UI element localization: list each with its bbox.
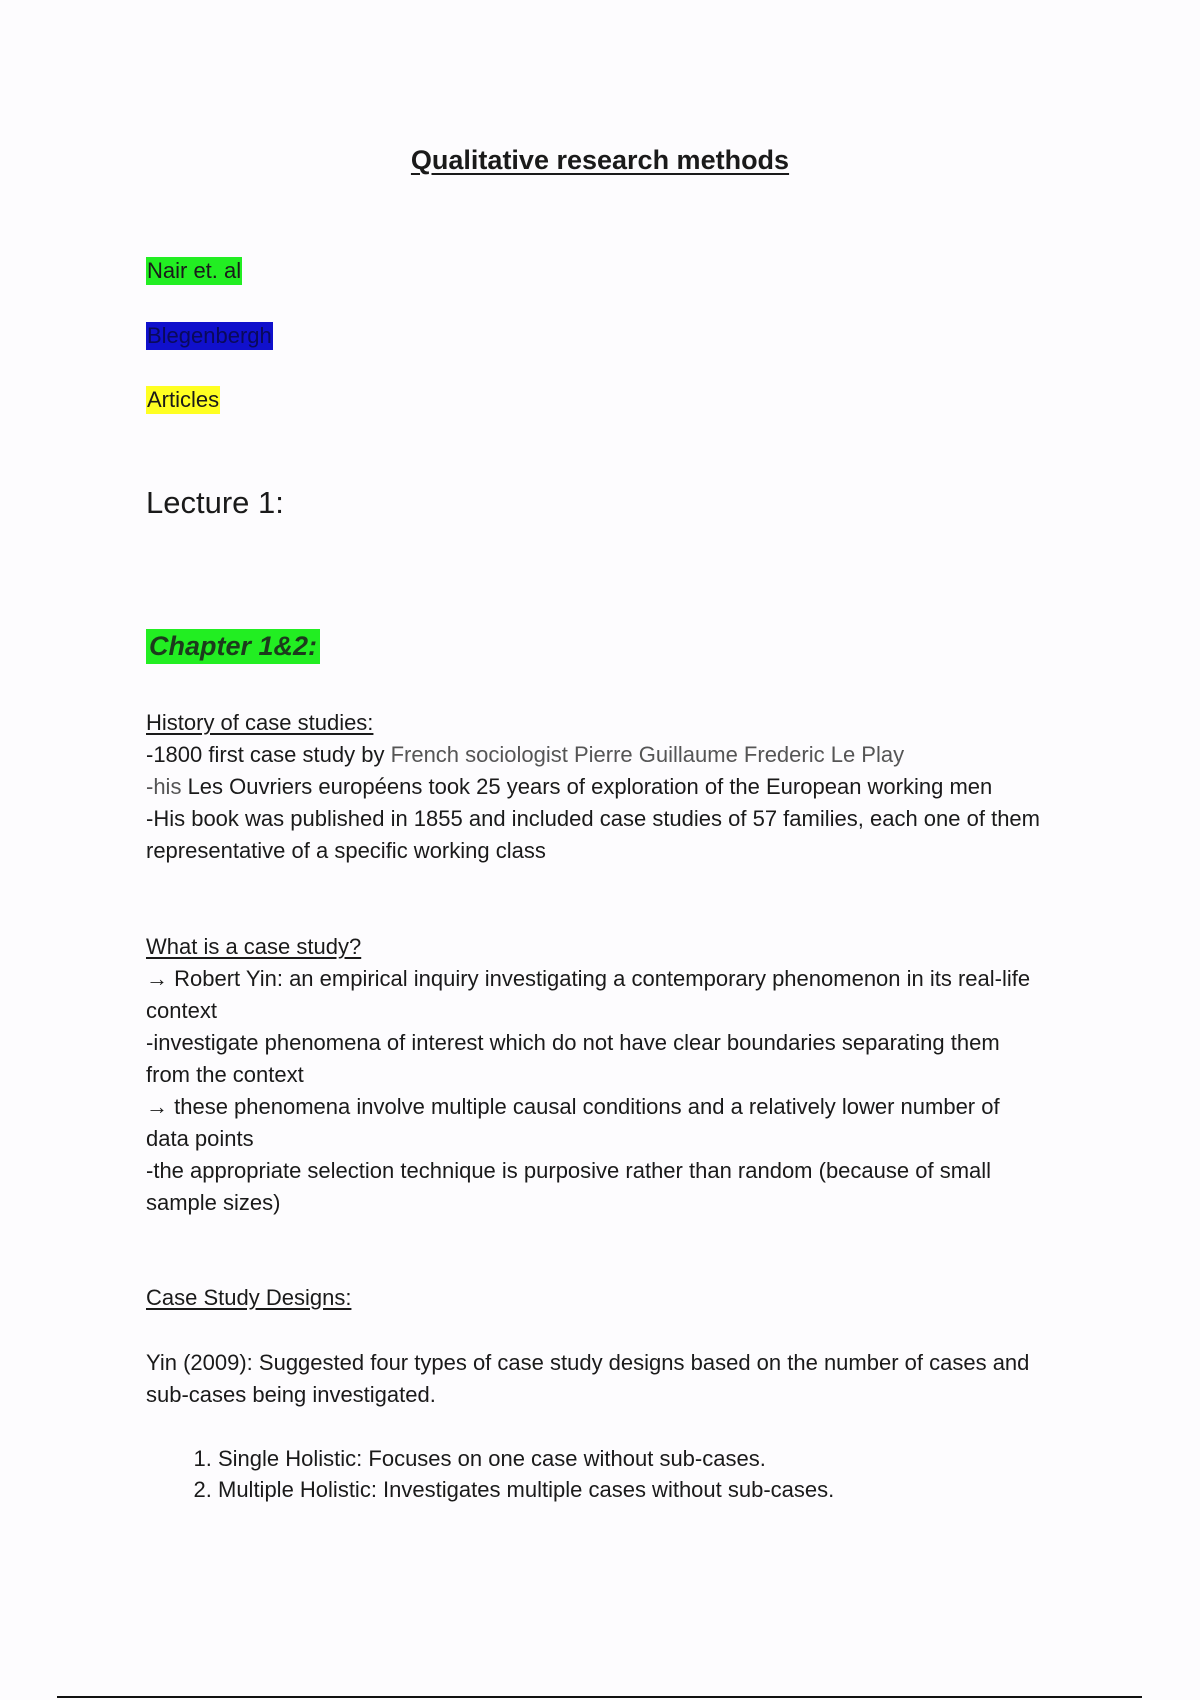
history-line-2: -his Les Ouvriers européens took 25 years of exploration of the European working men	[146, 774, 993, 799]
designs-heading: Case Study Designs:	[146, 1285, 352, 1310]
lecture-heading: Lecture 1:	[146, 485, 284, 520]
what-line-4: -the appropriate selection technique is purposive rather than random (because of small sample sizes)	[146, 1158, 992, 1215]
designs-intro: Yin (2009): Suggested four types of case study designs based on the number of cases and sub-cases being investigated.	[146, 1350, 1030, 1407]
legend-blue-source: Blegenbergh	[147, 323, 272, 348]
list-item: 2. Multiple Holistic: Investigates multiple cases without sub-cases.	[218, 1474, 1098, 1505]
what-line-2: -investigate phenomena of interest which do not have clear boundaries separating them from the context	[146, 1030, 1000, 1087]
history-section	[146, 707, 1046, 867]
document-title: Qualitative research methods	[410, 145, 790, 175]
history-heading: History of case studies:	[146, 710, 374, 735]
what-is-case-study-section	[146, 931, 1046, 1219]
legend-nair-et-al: Nair et. al	[147, 258, 242, 283]
list-item: 1. Single Holistic: Focuses on one case without sub-cases.	[218, 1443, 1098, 1474]
history-line-3: -His book was published in 1855 and included case studies of 57 families, each one of them representative of a specific working class	[146, 806, 1040, 863]
chapter-heading: Chapter 1&2:	[146, 629, 320, 664]
footer-divider	[57, 1696, 1142, 1698]
history-line-1: -1800 first case study by French sociologist Pierre Guillaume Frederic Le Play	[146, 742, 905, 767]
designs-heading-block	[146, 1282, 1046, 1314]
designs-intro-block	[146, 1347, 1046, 1411]
designs-list	[146, 1443, 1098, 1505]
what-line-1: → Robert Yin: an empirical inquiry investigating a contemporary phenomenon in its real-life context	[146, 966, 1031, 1023]
what-heading: What is a case study?	[146, 934, 362, 959]
what-line-3: → these phenomena involve multiple causal conditions and a relatively lower number of data points	[146, 1094, 1000, 1151]
legend-articles: Articles	[147, 387, 220, 412]
